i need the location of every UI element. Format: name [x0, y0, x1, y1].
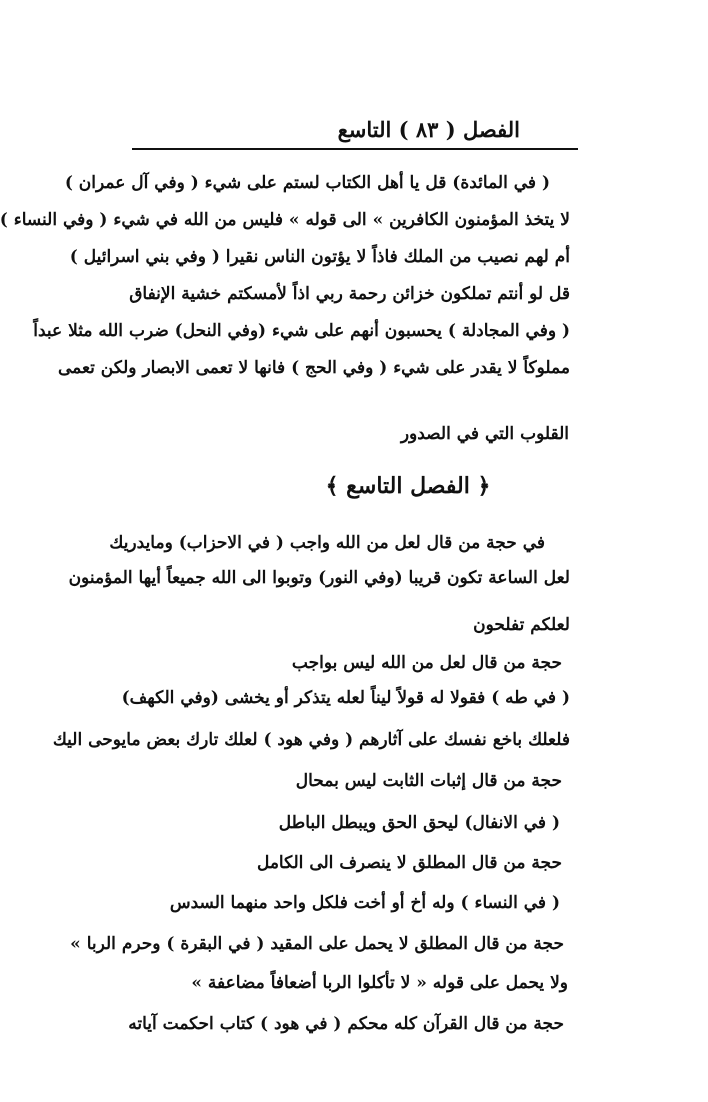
text-line: حجة من قال إثبات الثابت ليس بمحال	[295, 771, 562, 791]
text-line: حجة من قال القرآن كله محكم ( في هود ) كتاب احكمت آياته	[128, 1014, 564, 1034]
text-line: ( في المائدة) قل يا أهل الكتاب لستم على شيء ( وفي آل عمران )	[64, 173, 550, 193]
text-line: مملوكاً لا يقدر على شيء ( وفي الحج ) فانها لا تعمى الابصار ولكن تعمى	[57, 358, 570, 378]
text-line: في حجة من قال لعل من الله واجب ( في الاحزاب) ومايدريك	[109, 533, 545, 553]
chapter-heading: ﴿ الفصل التاسع ﴾	[325, 473, 491, 499]
text-line: لعلكم تفلحون	[473, 615, 570, 635]
text-line: ( وفي المجادلة ) يحسبون أنهم على شيء (وفي النحل) ضرب الله مثلا عبداً	[33, 321, 570, 341]
text-line: حجة من قال المطلق لا يحمل على المقيد ( في البقرة ) وحرم الربا »	[70, 934, 564, 954]
text-line: ( في الانفال) ليحق الحق ويبطل الباطل	[278, 813, 560, 833]
text-line: لعل الساعة تكون قريبا (وفي النور) وتوبوا الى الله جميعاً أيها المؤمنون	[68, 568, 570, 588]
text-line: أم لهم نصيب من الملك فاذاً لا يؤتون الناس نقيرا ( وفي بني اسرائيل )	[69, 247, 570, 267]
header-rule	[132, 148, 578, 150]
running-head: الفصل ( ٨٣ ) التاسع	[337, 117, 520, 142]
text-line: لا يتخذ المؤمنون الكافرين » الى قوله » فليس من الله في شيء ( وفي النساء )	[0, 210, 570, 230]
text-line: ( في النساء ) وله أخ أو أخت فلكل واحد منهما السدس	[169, 893, 560, 913]
text-line: ( في طه ) فقولا له قولاً ليناً لعله يتذكر أو يخشى (وفي الكهف)	[121, 688, 570, 708]
text-line: قل لو أنتم تملكون خزائن رحمة ربي اذاً لأمسكتم خشية الإنفاق	[129, 284, 570, 304]
text-line: ولا يحمل على قوله « لا تأكلوا الربا أضعافاً مضاعفة »	[191, 973, 568, 993]
text-line: القلوب التي في الصدور	[400, 424, 569, 444]
text-line: فلعلك باخع نفسك على آثارهم ( وفي هود ) لعلك تارك بعض مايوحى اليك	[52, 730, 570, 750]
text-line: حجة من قال المطلق لا ينصرف الى الكامل	[256, 853, 562, 873]
text-line: حجة من قال لعل من الله ليس بواجب	[291, 653, 562, 673]
